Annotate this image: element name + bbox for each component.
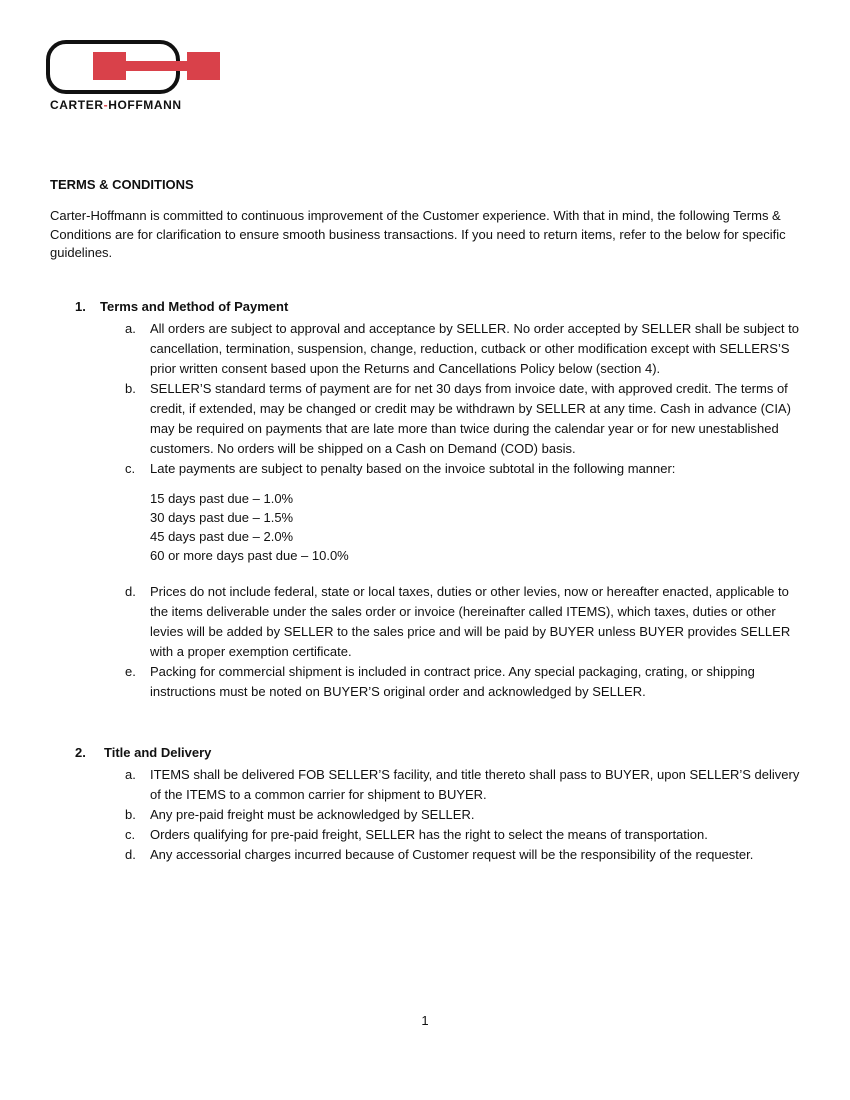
item-text: Late payments are subject to penalty based on the invoice subtotal in the following manner: — [150, 461, 676, 476]
item-letter: e. — [125, 664, 136, 679]
list-item — [50, 805, 810, 825]
intro-paragraph: Carter-Hoffmann is committed to continuous improvement of the Customer experience. With that in mind, the following Terms & Conditions are for clarification to ensure smooth business transactions. If you need to return items, refer to the below for specific guidelines. — [50, 208, 786, 260]
section-terms-payment — [50, 299, 810, 702]
item-text: Packing for commercial shipment is included in contract price. Any special packaging, crating, or shipping instructions must be noted on BUYER’S original order and acknowledged by SELLER. — [150, 664, 755, 699]
item-letter: d. — [125, 584, 136, 599]
section-title: Title and Delivery — [104, 745, 212, 760]
late-fee-line: 60 or more days past due – 10.0% — [150, 548, 349, 563]
logo-wordmark — [50, 98, 182, 112]
item-text: Prices do not include federal, state or local taxes, duties or other levies, now or hereafter enacted, applicable to the items deliverable under the sales order or invoice (hereinafter called ITEMS), which taxes, duties or other levies will be added by SELLER to the sales price and will be paid by BUYER unless BUYER provides SELLER with a proper exemption certificate. — [150, 584, 791, 659]
section-number: 2. — [75, 745, 86, 760]
section-title-row — [50, 299, 810, 319]
item-letter: b. — [125, 381, 136, 396]
list-item — [50, 662, 810, 702]
logo-red-bar — [93, 61, 220, 71]
item-letter: b. — [125, 807, 136, 822]
item-letter: a. — [125, 321, 136, 336]
list-item — [50, 319, 810, 379]
item-letter: a. — [125, 767, 136, 782]
item-letter: d. — [125, 847, 136, 862]
item-text: Any pre-paid freight must be acknowledged by SELLER. — [150, 807, 475, 822]
late-fee-list — [50, 489, 810, 565]
section-title-delivery — [50, 745, 810, 865]
item-letter: c. — [125, 461, 136, 476]
list-item — [50, 845, 810, 865]
section-title-row — [50, 745, 810, 765]
logo-brand-left: CARTER — [50, 98, 104, 112]
logo-dash: - — [103, 98, 109, 112]
item-text: ITEMS shall be delivered FOB SELLER’S facility, and title thereto shall pass to BUYER, upon SELLER’S delivery of the ITEMS to a common carrier for shipment to BUYER. — [150, 767, 800, 802]
item-text: Any accessorial charges incurred because of Customer request will be the responsibility of the requester. — [150, 847, 754, 862]
page-number: 1 — [421, 1013, 429, 1028]
section-number: 1. — [75, 299, 86, 314]
list-item — [50, 765, 810, 805]
list-item — [50, 459, 810, 479]
late-fee-line: 30 days past due – 1.5% — [150, 510, 294, 525]
logo-brand-right: HOFFMANN — [108, 98, 182, 112]
late-fee-line: 15 days past due – 1.0% — [150, 491, 294, 506]
late-fee-line: 45 days past due – 2.0% — [150, 529, 294, 544]
section-title: Terms and Method of Payment — [100, 299, 289, 314]
list-item — [50, 379, 810, 459]
list-item — [50, 582, 810, 662]
item-letter: c. — [125, 827, 136, 842]
item-text: All orders are subject to approval and acceptance by SELLER. No order accepted by SELLER shall be subject to cancellation, termination, suspension, change, reduction, cutback or other modification except with SELLERS’S prior written consent based upon the Returns and Cancellations Policy below (section 4). — [150, 321, 799, 376]
item-text: Orders qualifying for pre-paid freight, SELLER has the right to select the means of transportation. — [150, 827, 708, 842]
list-item — [50, 825, 810, 845]
page-heading: TERMS & CONDITIONS — [50, 177, 194, 192]
item-text: SELLER’S standard terms of payment are for net 30 days from invoice date, with approved credit. The terms of credit, if extended, may be changed or credit may be withdrawn by SELLER at any time. Cash in advance (CIA) may be required on payments that are late more than twice during the calendar year or for new unestablished customers. No orders will be shipped on a Cash on Demand (COD) basis. — [150, 381, 791, 456]
